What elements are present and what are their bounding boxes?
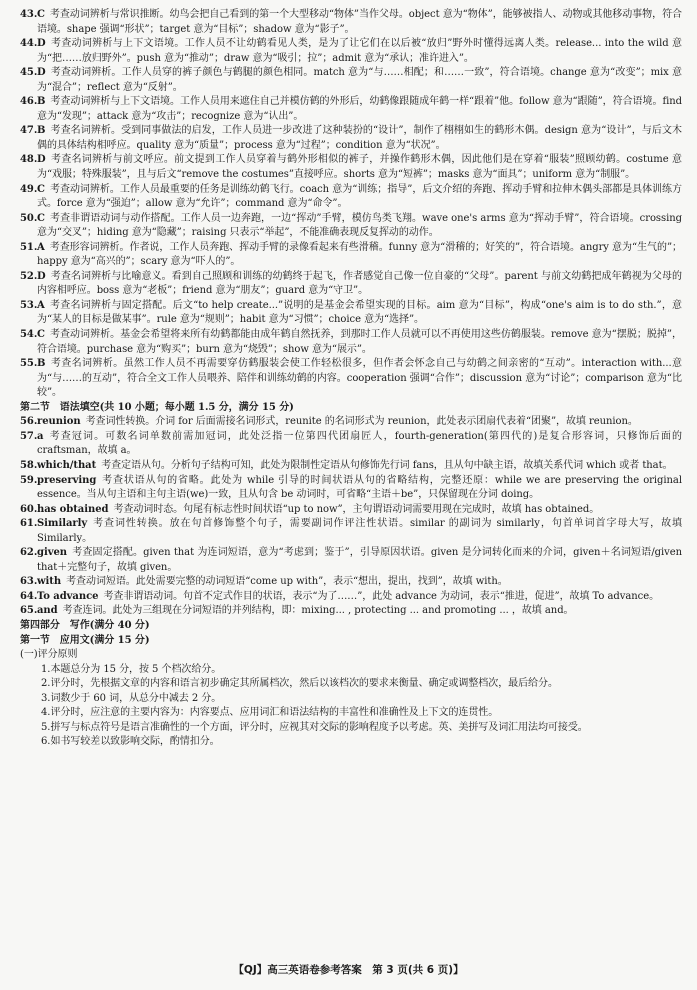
question-number: 49. — [20, 183, 38, 195]
answer-key: B — [37, 125, 46, 137]
answer-explanation: 考查名词辨析与比喻意义。看到自己照顾和训练的幼鹤终于起飞，作者感觉自己像一位自豪的“父母”。parent 与前文幼鹤把成年鹤视为父母的内容相呼应。boss 意为“老板”；friend 意为“朋友”；guard 意为“守卫”。 — [37, 270, 682, 297]
answer-item — [20, 124, 682, 153]
question-number: 53. — [20, 299, 38, 311]
question-number: 62. — [20, 547, 38, 559]
answer-item — [20, 575, 682, 590]
answer-key: a — [37, 430, 44, 442]
scoring-principle: 5.拼写与标点符号是语言准确性的一个方面，评分时，应视其对交际的影响程度予以考虑。英、美拼写及词汇用法均可接受。 — [41, 721, 588, 733]
answer-key: D — [37, 38, 46, 50]
answer-item — [20, 430, 682, 459]
answer-key: with — [37, 576, 62, 588]
question-number: 51. — [20, 241, 38, 253]
answer-explanation: 考查非谓语动词。句首不定式作目的状语，表示“为了……”，此处 advance 为动词，表示“推进，促进”，故填 To advance。 — [103, 590, 660, 602]
answer-key: given — [37, 547, 67, 559]
answer-item — [20, 517, 682, 546]
scoring-principles — [20, 663, 682, 750]
answer-key: B — [37, 358, 46, 370]
answer-key: A — [37, 299, 45, 311]
answer-key: Similarly — [37, 518, 88, 530]
answer-key: which/that — [37, 459, 97, 471]
answer-explanation: 考查名词辨析与前文呼应。前文提到工作人员穿着与鹤外形相似的裤子，并操作鹤形木偶，因此他们是在穿着“服装”照顾幼鹤。costume 意为“戏服；特殊服装”，且与后文“remove the costumes”直接呼应。shorts 意为“短裤”；masks 意为“面具”；uniform 意为“制服”。 — [37, 154, 682, 181]
answer-key: A — [37, 241, 45, 253]
question-number: 60. — [20, 503, 38, 515]
answer-key: C — [37, 329, 45, 341]
question-number: 56. — [20, 416, 38, 428]
question-number: 59. — [20, 474, 38, 486]
grammar-section-title: 第二节 语法填空(共 10 小题；每小题 1.5 分，满分 15 分) — [20, 401, 294, 413]
answer-item — [20, 66, 682, 95]
answer-explanation: 考查动词辨析与上下文语境。工作人员不让幼鹤看见人类，是为了让它们在以后被“放归”野外时懂得远离人类。release... into the wild 意为“把……放归野外”。push 意为“推动”；draw 意为“吸引；拉”；admit 意为“承认；准许进入”。 — [37, 38, 682, 64]
answer-explanation: 考查状语从句的省略。此处为 while 引导的时间状语从句的省略结构，完整还原：while we are preserving the original essence。当从句主语和主句主语(we)一致，且从句含 be 动词时，可省略“主语＋be”，只保留现在分词 doing。 — [37, 474, 682, 501]
answer-item — [20, 270, 682, 299]
page-footer: 【QJ】高三英语卷参考答案 第 3 页(共 6 页)】 — [233, 964, 464, 976]
answer-key: B — [37, 96, 46, 108]
answer-explanation: 考查动词辨析与上下文语境。工作人员用来遮住自己并模仿鹤的外形后，幼鹤像跟随成年鹤一样“跟着”他。follow 意为“跟随”，符合语境。find 意为“发现”；attack 意为“攻击”；recognize 意为“认出”。 — [37, 96, 682, 122]
answer-item — [20, 95, 682, 124]
applied-writing-title: 第一节 应用文(满分 15 分) — [20, 634, 150, 646]
answer-explanation: 考查动词时态。句尾有标志性时间状语“up to now”，主句谓语动词需要用现在完成时，故填 has obtained。 — [113, 503, 600, 515]
answer-item — [20, 459, 682, 474]
scoring-principle: 2.评分时，先根据文章的内容和语言初步确定其所属档次，然后以该档次的要求来衡量、确定或调整档次，最后给分。 — [41, 678, 558, 690]
answer-explanation: 考查非谓语动词与动作搭配。工作人员一边奔跑，一边“挥动”手臂，模仿鸟类飞翔。wave one's arms 意为“挥动手臂”，符合语境。crossing 意为“交叉”；hiding 意为“隐藏”；raising 只表示“举起”，不能准确表现反复挥动的动作。 — [37, 212, 682, 239]
answer-item — [20, 153, 682, 182]
page-content — [20, 8, 682, 750]
answer-item — [20, 546, 682, 575]
answer-explanation: 考查词性转换。介词 for 后面需接名词形式，reunite 的名词形式为 reunion，此处表示团扇代表着“团聚”，故填 reunion。 — [85, 416, 638, 428]
scoring-principle: 1.本题总分为 15 分，按 5 个档次给分。 — [41, 663, 222, 675]
question-number: 50. — [20, 212, 38, 224]
question-number: 61. — [20, 518, 38, 530]
answer-explanation: 考查冠词。可数名词单数前需加冠词，此处泛指一位第四代团扇匠人，fourth-generation(第四代的)是复合形容词，只修饰后面的 craftsman，故填 a。 — [37, 430, 682, 457]
answer-item — [20, 299, 682, 328]
question-number: 64. — [20, 590, 38, 602]
question-number: 58. — [20, 459, 38, 471]
answer-explanation: 考查词性转换。放在句首修饰整个句子，需要副词作评注性状语。similar 的副词为 similarly，句首单词首字母大写，故填 Similarly。 — [37, 518, 682, 544]
answer-key: To advance — [37, 590, 99, 602]
scoring-principle: 6.如书写较差以致影响交际，酌情扣分。 — [41, 736, 220, 748]
answer-explanation: 考查动词辨析。工作人员最重要的任务是训练幼鹤飞行。coach 意为“训练；指导”，后文介绍的奔跑、挥动手臂和拉伸木偶头部都是具体训练方式。force 意为“强迫”；allow 意为“允许”；command 意为“命令”。 — [37, 183, 682, 210]
question-number: 65. — [20, 605, 38, 617]
answer-item — [20, 37, 682, 66]
answer-item — [20, 8, 682, 37]
answer-item — [20, 474, 682, 503]
answer-key: C — [37, 9, 45, 20]
answer-key: C — [37, 183, 45, 195]
question-number: 46. — [20, 96, 38, 108]
question-number: 55. — [20, 358, 38, 370]
question-number: 44. — [20, 38, 38, 50]
question-number: 47. — [20, 125, 38, 137]
answer-explanation: 考查名词辨析。虽然工作人员不再需要穿仿鹤服装会使工作轻松很多，但作者会怀念自己与幼鹤之间亲密的“互动”。interaction with...意为“与……的互动”，符合全文工作人员喂养、陪伴和训练幼鹤的内容。cooperation 强调“合作”；discussion 意为“讨论”；comparison 意为“比较”。 — [37, 358, 682, 399]
question-number: 48. — [20, 154, 38, 166]
answer-item — [20, 328, 682, 357]
answer-key: D — [37, 67, 46, 79]
answer-item — [20, 212, 682, 241]
answer-explanation: 考查名词辨析。受到同事做法的启发，工作人员进一步改进了这种装扮的“设计”，制作了栩栩如生的鹤形木偶。design 意为“设计”，与后文木偶的具体结构相呼应。quality 意为“质量”；process 意为“过程”；condition 意为“状况”。 — [37, 125, 682, 151]
question-number: 63. — [20, 576, 38, 588]
answer-key: D — [37, 154, 46, 166]
answer-explanation: 考查连词。此处为三组现在分词短语的并列结构，即：mixing... , protecting ... and promoting ... ，故填 and。 — [62, 605, 574, 617]
cloze-answers — [20, 8, 682, 401]
answer-explanation: 考查固定搭配。given that 为连词短语，意为“考虑到；鉴于”，引导原因状语。given 是分词转化而来的介词，given＋名词短语/given that＋完整句子，故填 given。 — [37, 547, 682, 573]
answer-item — [20, 604, 682, 619]
question-number: 45. — [20, 67, 38, 79]
answer-explanation: 考查动词短语。此处需要完整的动词短语“come up with”，表示“想出，提出，找到”，故填 with。 — [66, 576, 508, 588]
answer-explanation: 考查名词辨析与固定搭配。后文“to help create...”说明的是基金会希望实现的目标。aim 意为“目标”，构成“one's aim is to do sth.”，意为“某人的目标是做某事”。rule 意为“规则”；habit 意为“习惯”；choice 意为“选择”。 — [37, 299, 682, 326]
answer-explanation: 考查动词辨析与常识推断。幼鸟会把自己看到的第一个大型移动“物体”当作父母。object 意为“物体”，能够被指人、动物或其他移动事物，符合语境。shape 强调“形状”；target 意为“目标”；shadow 意为“影子”。 — [37, 9, 682, 35]
question-number: 43. — [20, 9, 38, 20]
answer-item — [20, 415, 682, 430]
answer-key: D — [37, 270, 46, 282]
answer-key: and — [37, 605, 58, 617]
question-number: 52. — [20, 270, 38, 282]
answer-explanation: 考查形容词辨析。作者说，工作人员奔跑、挥动手臂的录像看起来有些滑稽。funny 意为“滑稽的；好笑的”，符合语境。angry 意为“生气的”；happy 意为“高兴的”；scary 意为“吓人的”。 — [37, 241, 682, 268]
answer-item — [20, 241, 682, 270]
answer-item — [20, 590, 682, 605]
answer-key: reunion — [37, 416, 81, 428]
scoring-principle: 4.评分时，应注意的主要内容为：内容要点、应用词汇和语法结构的丰富性和准确性及上下文的连贯性。 — [41, 707, 499, 719]
writing-part-title: 第四部分 写作(满分 40 分) — [20, 619, 150, 631]
answer-key: preserving — [37, 474, 97, 486]
scoring-principle: 3.词数少于 60 词，从总分中减去 2 分。 — [41, 692, 222, 704]
answer-key: has obtained — [37, 503, 109, 515]
answer-key: C — [37, 212, 45, 224]
answer-item — [20, 183, 682, 212]
answer-explanation: 考查动词辨析。工作人员穿的裤子颜色与鹤腿的颜色相同。match 意为“与……相配；和……一致”，符合语境。change 意为“改变”；mix 意为“混合”；reflect 意为“反射”。 — [37, 67, 682, 93]
answer-item — [20, 357, 682, 401]
principles-title: (一)评分原则 — [20, 649, 78, 661]
grammar-answers — [20, 415, 682, 619]
question-number: 54. — [20, 329, 38, 341]
answer-item — [20, 503, 682, 518]
answer-explanation: 考查动词辨析。基金会希望将来所有幼鹤都能由成年鹤自然抚养，到那时工作人员就可以不再使用这些仿鹤服装。remove 意为“摆脱；脱掉”，符合语境。purchase 意为“购买”；burn 意为“烧毁”；show 意为“展示”。 — [37, 329, 682, 355]
answer-explanation: 考查定语从句。分析句子结构可知，此处为限制性定语从句修饰先行词 fans，且从句中缺主语，故填关系代词 which 或者 that。 — [101, 459, 673, 471]
question-number: 57. — [20, 430, 38, 442]
